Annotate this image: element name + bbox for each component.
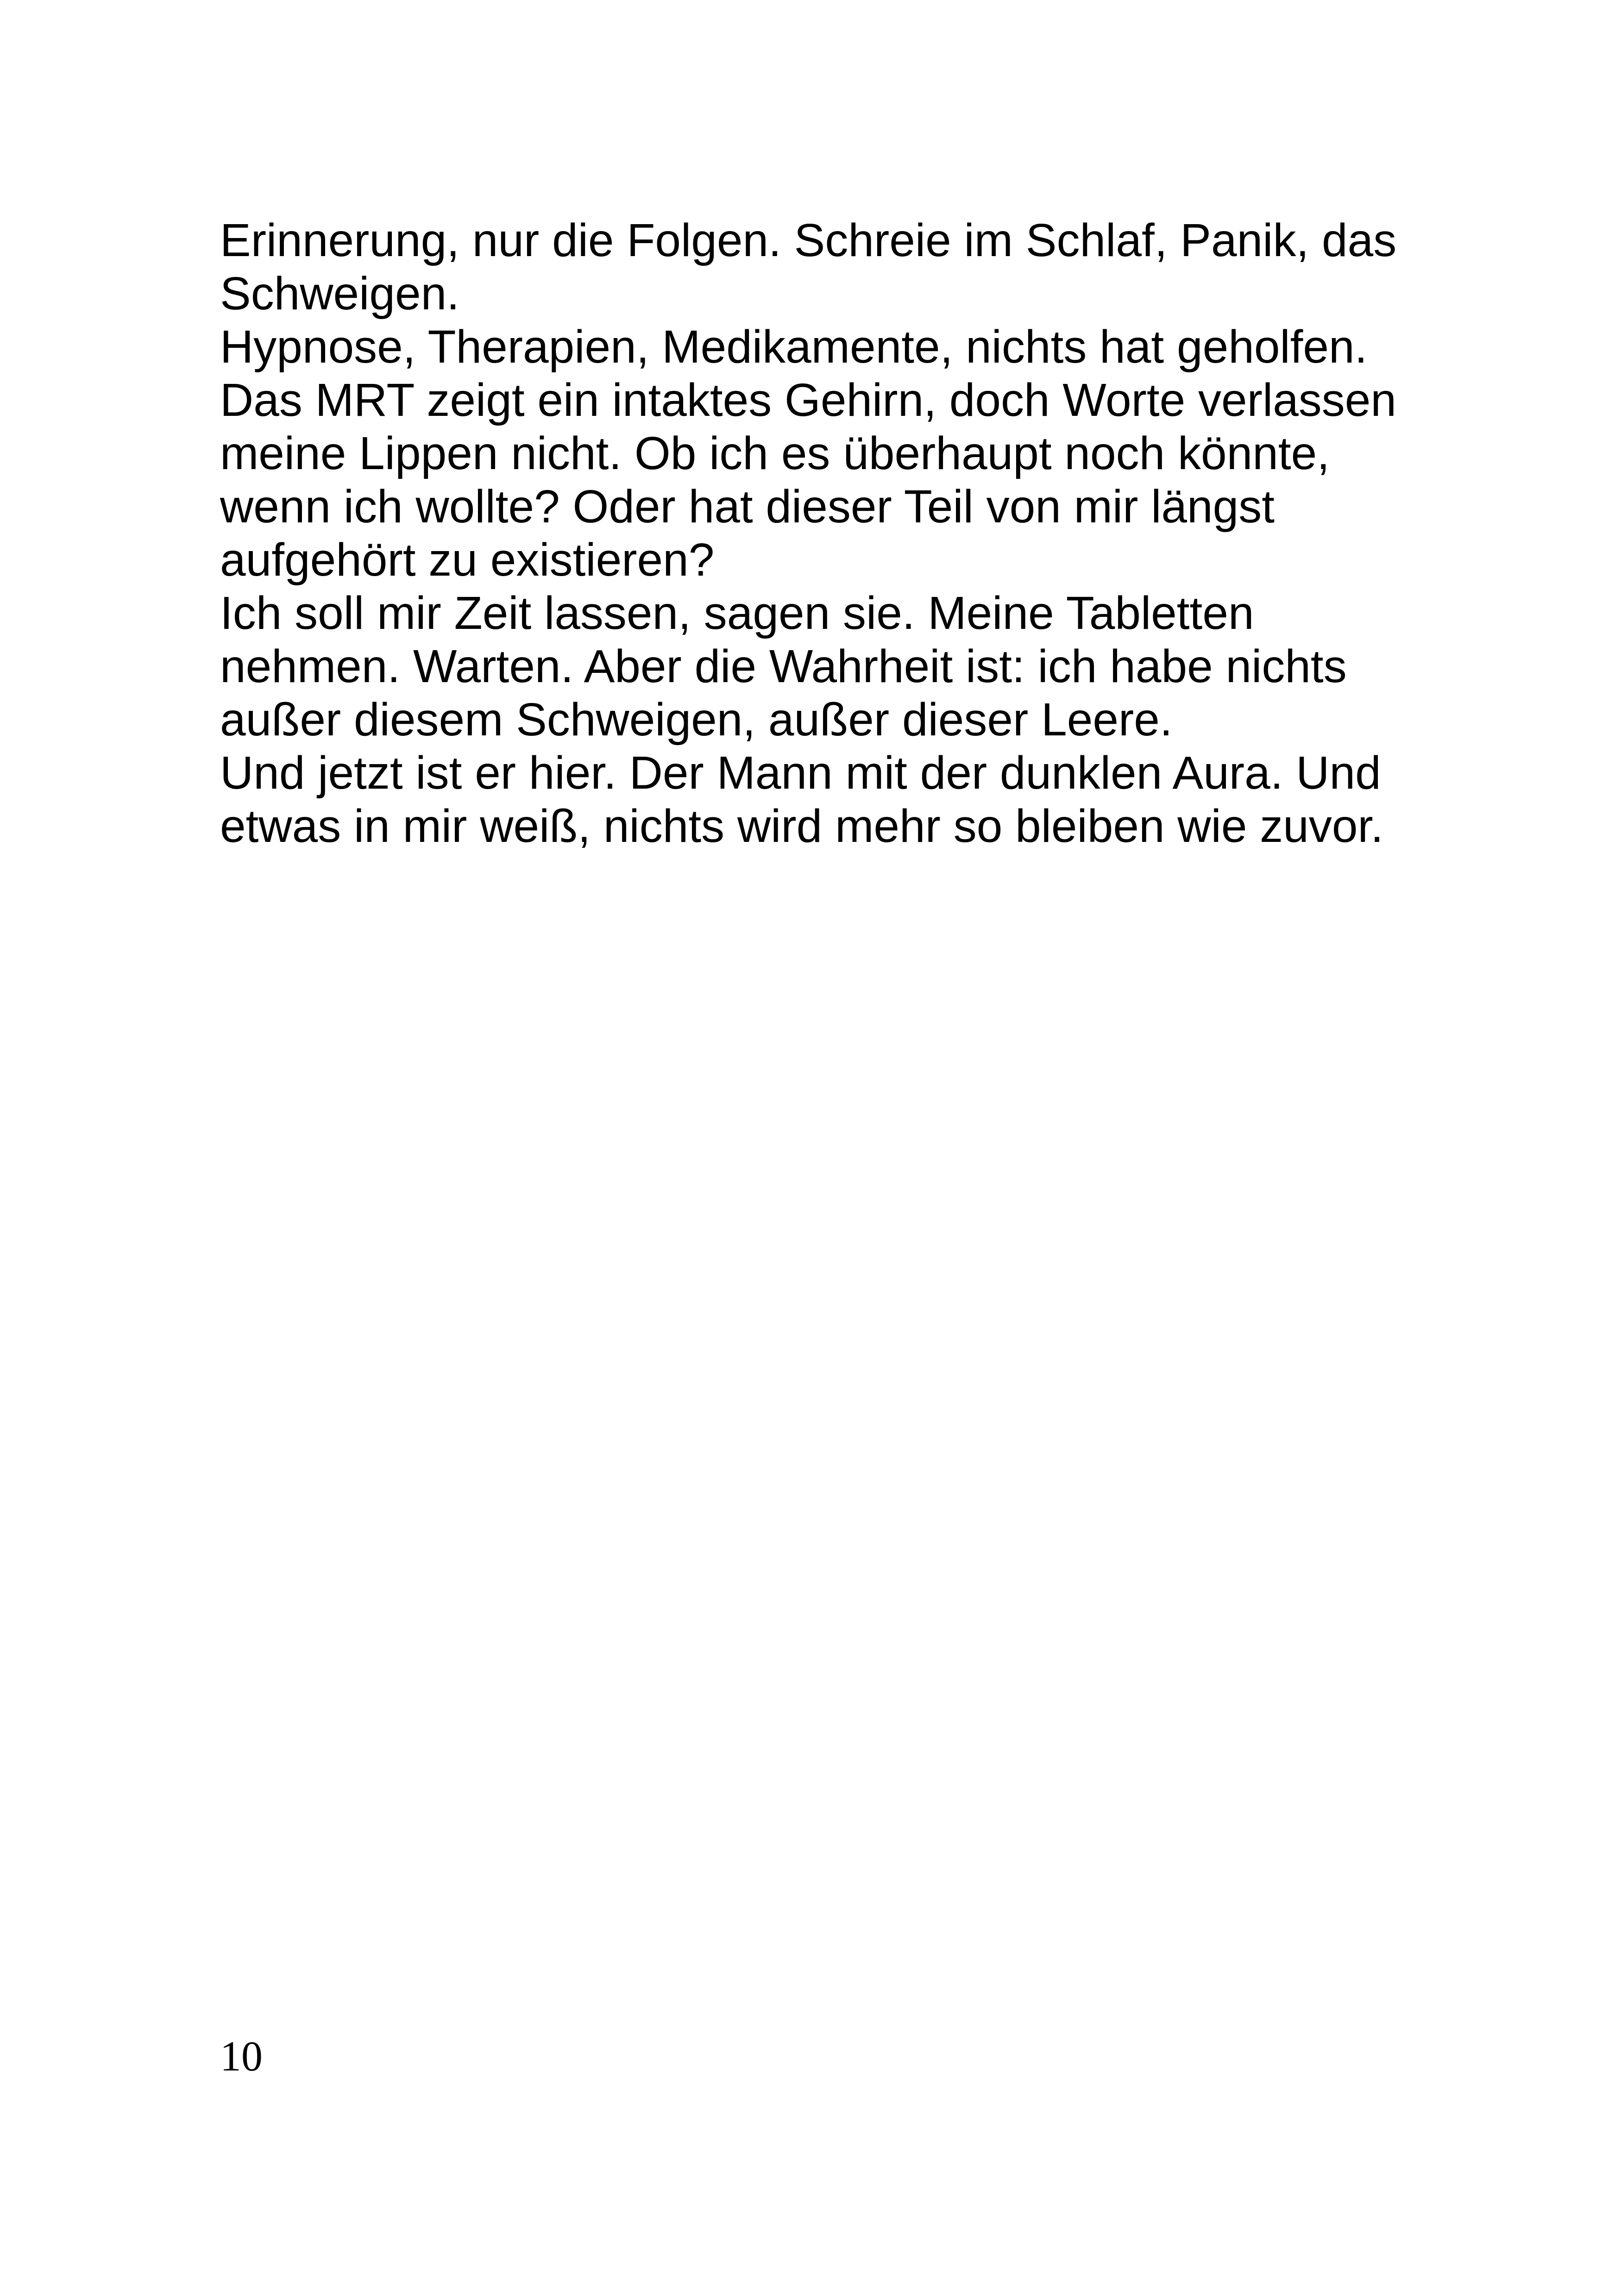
text-line: meine Lippen nicht. Ob ich es überhaupt noch könnte, — [220, 427, 1330, 479]
text-line: Das MRT zeigt ein intaktes Gehirn, doch Worte verlassen — [220, 374, 1397, 426]
text-line: aufgehört zu existieren? — [220, 534, 715, 586]
text-line: Erinnerung, nur die Folgen. Schreie im Schlaf, Panik, das — [220, 214, 1397, 266]
text-line: etwas in mir weiß, nichts wird mehr so bleiben wie zuvor. — [220, 800, 1384, 852]
text-line: Hypnose, Therapien, Medikamente, nichts hat geholfen. — [220, 321, 1368, 373]
text-line: nehmen. Warten. Aber die Wahrheit ist: ich habe nichts — [220, 640, 1347, 692]
page-number: 10 — [220, 2033, 263, 2080]
text-line: wenn ich wollte? Oder hat dieser Teil von mir längst — [220, 481, 1275, 533]
text-line: außer diesem Schweigen, außer dieser Leere. — [220, 694, 1173, 746]
text-line: Und jetzt ist er hier. Der Mann mit der dunklen Aura. Und — [220, 747, 1381, 799]
body-text — [220, 214, 1424, 853]
text-line: Schweigen. — [220, 268, 459, 320]
text-line: Ich soll mir Zeit lassen, sagen sie. Meine Tabletten — [220, 587, 1254, 639]
